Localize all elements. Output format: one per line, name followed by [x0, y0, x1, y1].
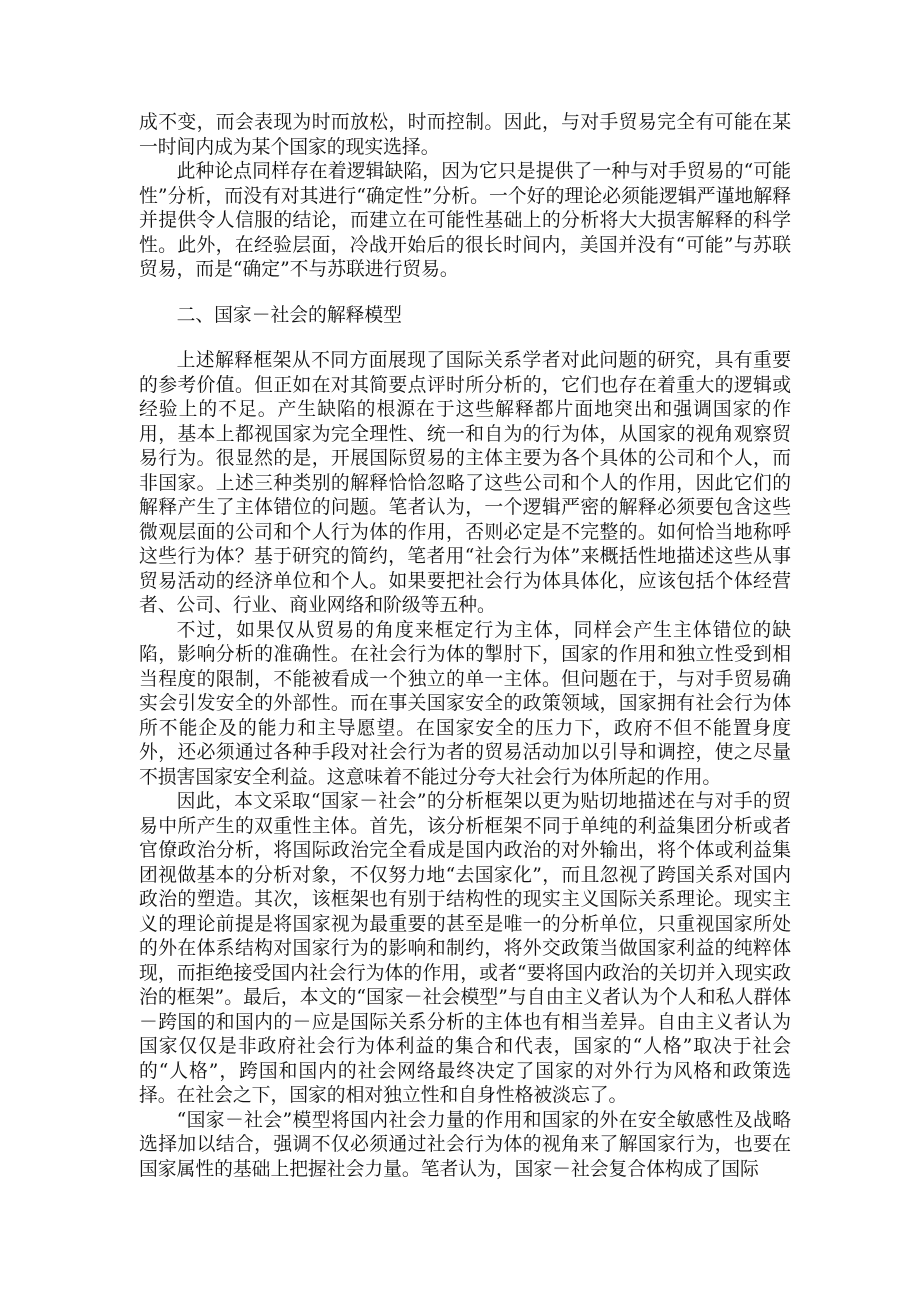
paragraph-continuation: 成不变，而会表现为时而放松，时而控制。因此，与对手贸易完全有可能在某一时间内成为某个国家的现实选择。: [139, 112, 791, 158]
paragraph-trade-actors: 不过，如果仅从贸易的角度来框定行为主体，同样会产生主体错位的缺陷，影响分析的准确性。在社会行为体的掣肘下，国家的作用和独立性受到相当程度的限制，不能被看成一个独立的单一主体。但问题在于，与对手贸易确实会引发安全的外部性。而在事关国家安全的政策领域，国家拥有社会行为体所不能企及的能力和主导愿望。在国家安全的压力下，政府不但不能置身度外，还必须通过各种手段对社会行为者的贸易活动加以引导和调控，使之尽量不损害国家安全利益。这意味着不能过分夸大社会行为体所起的作用。: [139, 619, 791, 788]
section-heading: 二、国家－社会的解释模型: [176, 304, 402, 326]
paragraph-state-society-framework: 因此，本文采取“国家－社会”的分析框架以更为贴切地描述在与对手的贸易中所产生的双重性主体。首先，该分析框架不同于单纯的利益集团分析或者官僚政治分析，将国际政治完全看成是国内政治的对外输出，将个体或利益集团视做基本的分析对象，不仅努力地“去国家化”，而且忽视了跨国关系对国内政治的塑造。其次，该框架也有别于结构性的现实主义国际关系理论。现实主义的理论前提是将国家视为最重要的甚至是唯一的分析单位，只重视国家所处的外在体系结构对国家行为的影响和制约，将外交政策当做国家利益的纯粹体现，而拒绝接受国内社会行为体的作用，或者“要将国内政治的关切并入现实政治的框架”。最后，本文的“国家－社会模型”与自由主义者认为个人和私人群体－跨国的和国内的－应是国际关系分析的主体也有相当差异。自由主义者认为国家仅仅是非政府社会行为体利益的集合和代表，国家的“人格”取决于社会的“人格”，跨国和国内的社会网络最终决定了国家的对外行为风格和政策选择。在社会之下，国家的相对独立性和自身性格被淡忘了。: [139, 791, 791, 1106]
paragraph-logic-flaw: 此种论点同样存在着逻辑缺陷，因为它只是提供了一种与对手贸易的“可能性”分析，而没有对其进行“确定性”分析。一个好的理论必须能逻辑严谨地解释并提供令人信服的结论，而建立在可能性基础上的分析将大大损害解释的科学性。此外，在经验层面，冷战开始后的很长时间内，美国并没有“可能”与苏联贸易，而是“确定”不与苏联进行贸易。: [139, 161, 791, 280]
paragraph-model-summary: “国家－社会”模型将国内社会力量的作用和国家的外在安全敏感性及战略选择加以结合，强调不仅必须通过社会行为体的视角来了解国家行为，也要在国家属性的基础上把握社会力量。笔者认为，国家－社会复合体构成了国际: [139, 1109, 791, 1180]
paragraph-framework-review: 上述解释框架从不同方面展现了国际关系学者对此问题的研究，具有重要的参考价值。但正如在对其简要点评时所分析的，它们也存在着重大的逻辑或经验上的不足。产生缺陷的根源在于这些解释都片面地突出和强调国家的作用，基本上都视国家为完全理性、统一和自为的行为体，从国家的视角观察贸易行为。很显然的是，开展国际贸易的主体主要为各个具体的公司和个人，而非国家。上述三种类别的解释恰恰忽略了这些公司和个人的作用，因此它们的解释产生了主体错位的问题。笔者认为，一个逻辑严密的解释必须要包含这些微观层面的公司和个人行为体的作用，否则必定是不完整的。如何恰当地称呼这些行为体？基于研究的简约，笔者用“社会行为体”来概括性地描述这些从事贸易活动的经济单位和个人。如果要把社会行为体具体化，应该包括个体经营者、公司、行业、商业网络和阶级等五种。: [139, 350, 791, 616]
document-body: [139, 111, 791, 1182]
